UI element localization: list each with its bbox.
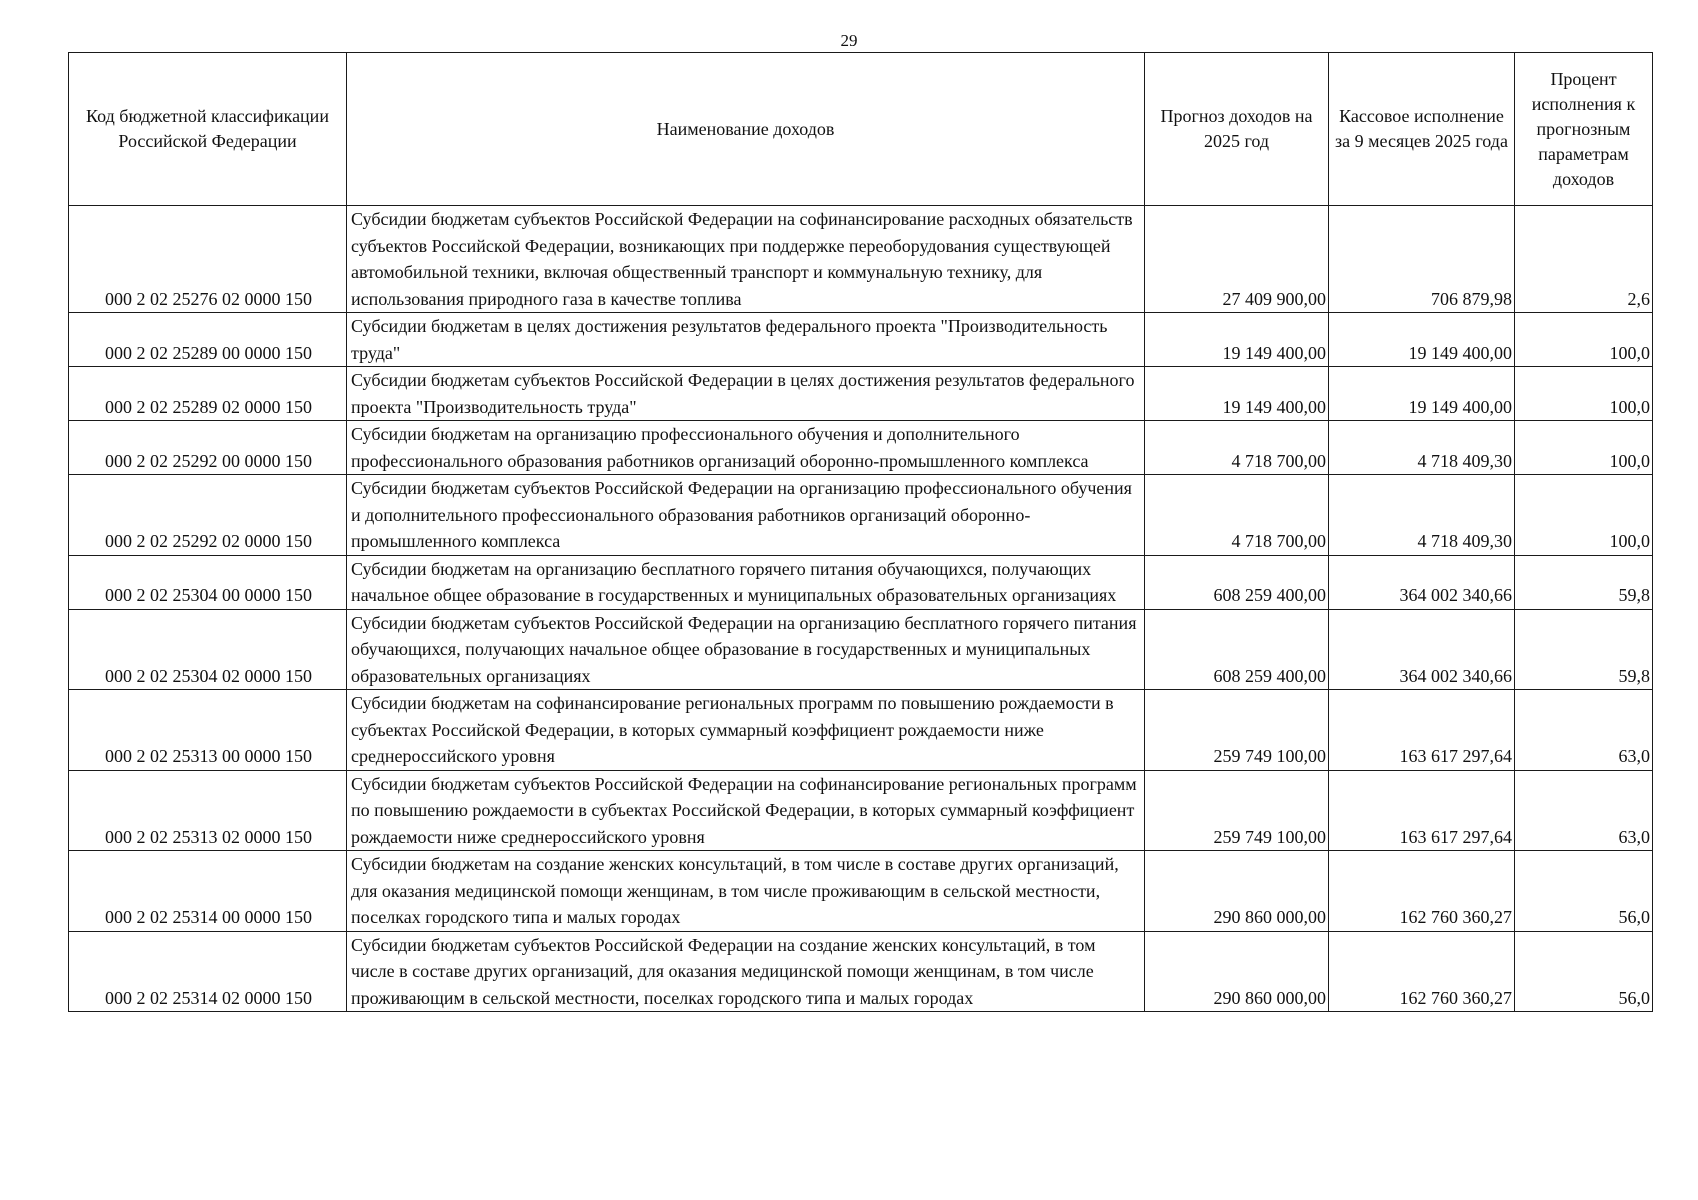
row-code: 000 2 02 25314 02 0000 150: [69, 931, 347, 1012]
revenue-table: [68, 52, 1653, 1012]
row-executed: 162 760 360,27: [1329, 851, 1515, 932]
table-row: [69, 367, 1653, 421]
row-name: Субсидии бюджетам субъектов Российской Федерации на софинансирование расходных обязательств субъектов Российской Федерации, возникающих при поддержке переоборудования существующей автомобильной техники, включая общественный транспорт и коммунальную технику, для использования природного газа в качестве топлива: [347, 206, 1145, 313]
header-executed: Кассовое исполнение за 9 месяцев 2025 года: [1329, 53, 1515, 206]
table-body: [69, 206, 1653, 1012]
row-code: 000 2 02 25304 00 0000 150: [69, 555, 347, 609]
row-code: 000 2 02 25276 02 0000 150: [69, 206, 347, 313]
header-name: Наименование доходов: [347, 53, 1145, 206]
row-name: Субсидии бюджетам субъектов Российской Федерации на создание женских консультаций, в том числе в составе других организаций, для оказания медицинской помощи женщинам, в том числе проживающим в сельской местности, поселках городского типа и малых городах: [347, 931, 1145, 1012]
table-row: [69, 609, 1653, 690]
row-percent: 100,0: [1515, 421, 1653, 475]
row-forecast: 19 149 400,00: [1145, 367, 1329, 421]
row-name: Субсидии бюджетам в целях достижения результатов федерального проекта "Производительность труда": [347, 313, 1145, 367]
row-code: 000 2 02 25292 00 0000 150: [69, 421, 347, 475]
table-header-row: [69, 53, 1653, 206]
table-row: [69, 931, 1653, 1012]
row-percent: 59,8: [1515, 555, 1653, 609]
row-forecast: 608 259 400,00: [1145, 555, 1329, 609]
row-code: 000 2 02 25304 02 0000 150: [69, 609, 347, 690]
row-executed: 364 002 340,66: [1329, 555, 1515, 609]
row-name: Субсидии бюджетам на создание женских консультаций, в том числе в составе других организаций, для оказания медицинской помощи женщинам, в том числе проживающим в сельской местности, поселках городского типа и малых городах: [347, 851, 1145, 932]
row-percent: 56,0: [1515, 851, 1653, 932]
row-executed: 364 002 340,66: [1329, 609, 1515, 690]
row-code: 000 2 02 25313 02 0000 150: [69, 770, 347, 851]
row-name: Субсидии бюджетам субъектов Российской Федерации на софинансирование региональных программ по повышению рождаемости в субъектах Российской Федерации, в которых суммарный коэффициент рождаемости ниже среднероссийского уровня: [347, 770, 1145, 851]
table-row: [69, 206, 1653, 313]
row-executed: 19 149 400,00: [1329, 313, 1515, 367]
row-forecast: 608 259 400,00: [1145, 609, 1329, 690]
row-code: 000 2 02 25292 02 0000 150: [69, 475, 347, 556]
header-code: Код бюджетной классификации Российской Федерации: [69, 53, 347, 206]
header-percent: Процент исполнения к прогнозным параметрам доходов: [1515, 53, 1653, 206]
row-percent: 56,0: [1515, 931, 1653, 1012]
row-forecast: 19 149 400,00: [1145, 313, 1329, 367]
row-name: Субсидии бюджетам субъектов Российской Федерации на организацию бесплатного горячего питания обучающихся, получающих начальное общее образование в государственных и муниципальных образовательных организациях: [347, 609, 1145, 690]
row-executed: 163 617 297,64: [1329, 690, 1515, 771]
row-percent: 2,6: [1515, 206, 1653, 313]
table-row: [69, 690, 1653, 771]
table-row: [69, 555, 1653, 609]
row-percent: 100,0: [1515, 475, 1653, 556]
row-percent: 63,0: [1515, 770, 1653, 851]
row-forecast: 290 860 000,00: [1145, 851, 1329, 932]
row-code: 000 2 02 25314 00 0000 150: [69, 851, 347, 932]
row-executed: 706 879,98: [1329, 206, 1515, 313]
row-percent: 59,8: [1515, 609, 1653, 690]
row-percent: 100,0: [1515, 367, 1653, 421]
header-forecast: Прогноз доходов на 2025 год: [1145, 53, 1329, 206]
row-forecast: 4 718 700,00: [1145, 475, 1329, 556]
table-row: [69, 770, 1653, 851]
page-number: 29: [840, 31, 858, 50]
row-code: 000 2 02 25289 02 0000 150: [69, 367, 347, 421]
row-name: Субсидии бюджетам на организацию профессионального обучения и дополнительного профессионального образования работников организаций оборонно-промышленного комплекса: [347, 421, 1145, 475]
table-row: [69, 475, 1653, 556]
row-code: 000 2 02 25313 00 0000 150: [69, 690, 347, 771]
row-percent: 100,0: [1515, 313, 1653, 367]
row-name: Субсидии бюджетам субъектов Российской Федерации в целях достижения результатов федерального проекта "Производительность труда": [347, 367, 1145, 421]
row-forecast: 290 860 000,00: [1145, 931, 1329, 1012]
row-percent: 63,0: [1515, 690, 1653, 771]
row-code: 000 2 02 25289 00 0000 150: [69, 313, 347, 367]
table-header: [69, 53, 1653, 206]
row-executed: 4 718 409,30: [1329, 475, 1515, 556]
row-forecast: 27 409 900,00: [1145, 206, 1329, 313]
row-name: Субсидии бюджетам субъектов Российской Федерации на организацию профессионального обучения и дополнительного профессионального образования работников организаций оборонно-промышленного комплекса: [347, 475, 1145, 556]
row-forecast: 4 718 700,00: [1145, 421, 1329, 475]
row-name: Субсидии бюджетам на организацию бесплатного горячего питания обучающихся, получающих начальное общее образование в государственных и муниципальных образовательных организациях: [347, 555, 1145, 609]
row-name: Субсидии бюджетам на софинансирование региональных программ по повышению рождаемости в субъектах Российской Федерации, в которых суммарный коэффициент рождаемости ниже среднероссийского уровня: [347, 690, 1145, 771]
row-executed: 162 760 360,27: [1329, 931, 1515, 1012]
table-row: [69, 313, 1653, 367]
table-row: [69, 421, 1653, 475]
row-executed: 19 149 400,00: [1329, 367, 1515, 421]
row-executed: 163 617 297,64: [1329, 770, 1515, 851]
row-executed: 4 718 409,30: [1329, 421, 1515, 475]
table-row: [69, 851, 1653, 932]
row-forecast: 259 749 100,00: [1145, 690, 1329, 771]
row-forecast: 259 749 100,00: [1145, 770, 1329, 851]
